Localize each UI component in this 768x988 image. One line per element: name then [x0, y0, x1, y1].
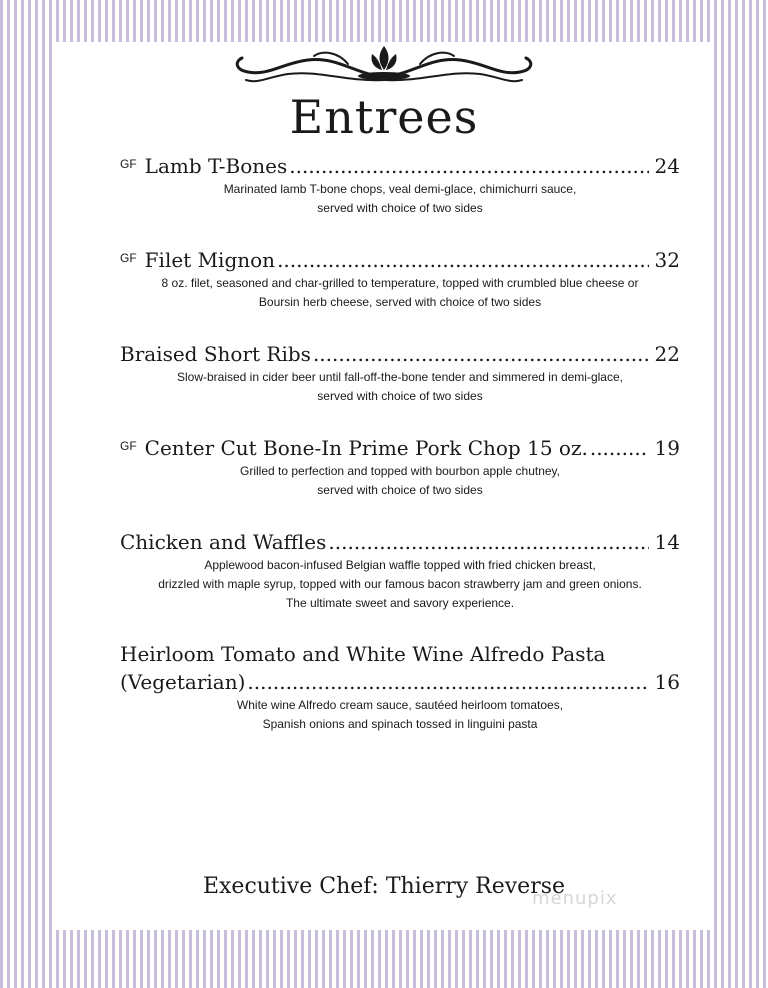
gluten-free-badge: GF — [120, 157, 137, 171]
gluten-free-badge: GF — [120, 439, 137, 453]
desc-line: Boursin herb cheese, served with choice of two sides — [258, 295, 542, 309]
dot-leader — [313, 342, 649, 366]
item-name: Filet Mignon — [144, 248, 276, 272]
item-price: 32 — [654, 248, 680, 272]
desc-line: drizzled with maple syrup, topped with our famous bacon strawberry jam and green onions. — [158, 577, 642, 591]
desc-line: Slow-braised in cider beer until fall-off-the-bone tender and simmered in demi-glace, — [176, 370, 623, 384]
gluten-free-badge: GF — [120, 251, 137, 265]
dot-leader — [590, 436, 649, 460]
desc-line: Grilled to perfection and topped with bourbon apple chutney, — [240, 464, 560, 478]
desc-line: The ultimate sweet and savory experience. — [285, 596, 515, 610]
item-price: 19 — [654, 436, 680, 460]
scroll-ornament-icon — [228, 42, 540, 88]
item-description — [120, 462, 680, 500]
dot-leader — [277, 248, 648, 272]
item-name-line1: Heirloom Tomato and White Wine Alfredo Pasta — [120, 642, 606, 666]
desc-line: served with choice of two sides — [317, 483, 483, 497]
item-name: (Vegetarian) — [120, 670, 246, 694]
item-price: 16 — [654, 670, 680, 694]
desc-line: Spanish onions and spinach tossed in linguini pasta — [262, 717, 538, 731]
dot-leader — [289, 154, 648, 178]
item-description — [120, 556, 680, 613]
item-name: Chicken and Waffles — [120, 530, 327, 554]
menu-item-chicken-and-waffles — [120, 530, 680, 613]
menu-item-braised-short-ribs — [120, 342, 680, 406]
item-price: 24 — [654, 154, 680, 178]
page-title: Entrees — [289, 90, 479, 144]
dot-leader — [328, 530, 648, 554]
item-price: 22 — [654, 342, 680, 366]
item-name: Center Cut Bone-In Prime Pork Chop 15 oz. — [144, 436, 588, 460]
item-description — [120, 274, 680, 312]
desc-line: served with choice of two sides — [317, 201, 483, 215]
executive-chef-credit: Executive Chef: Thierry Reverse — [202, 874, 566, 899]
item-price: 14 — [654, 530, 680, 554]
menu-item-pork-chop — [120, 436, 680, 500]
menu-item-alfredo-pasta — [120, 642, 680, 734]
menu-item-filet-mignon — [120, 248, 680, 312]
item-description — [120, 368, 680, 406]
desc-line: served with choice of two sides — [317, 389, 483, 403]
desc-line: 8 oz. filet, seasoned and char-grilled to temperature, topped with crumbled blue cheese or — [161, 276, 639, 290]
watermark: menupix — [532, 888, 618, 909]
menu-page — [54, 42, 714, 930]
desc-line: Applewood bacon-infused Belgian waffle topped with fried chicken breast, — [204, 558, 596, 572]
item-description — [120, 180, 680, 218]
desc-line: White wine Alfredo cream sauce, sautéed heirloom tomatoes, — [236, 698, 564, 712]
dot-leader — [247, 670, 648, 694]
item-name: Braised Short Ribs — [120, 342, 311, 366]
desc-line: Marinated lamb T-bone chops, veal demi-glace, chimichurri sauce, — [223, 182, 577, 196]
menu-item-lamb-t-bones — [120, 154, 680, 218]
item-name: Lamb T-Bones — [144, 154, 288, 178]
item-description — [120, 696, 680, 734]
